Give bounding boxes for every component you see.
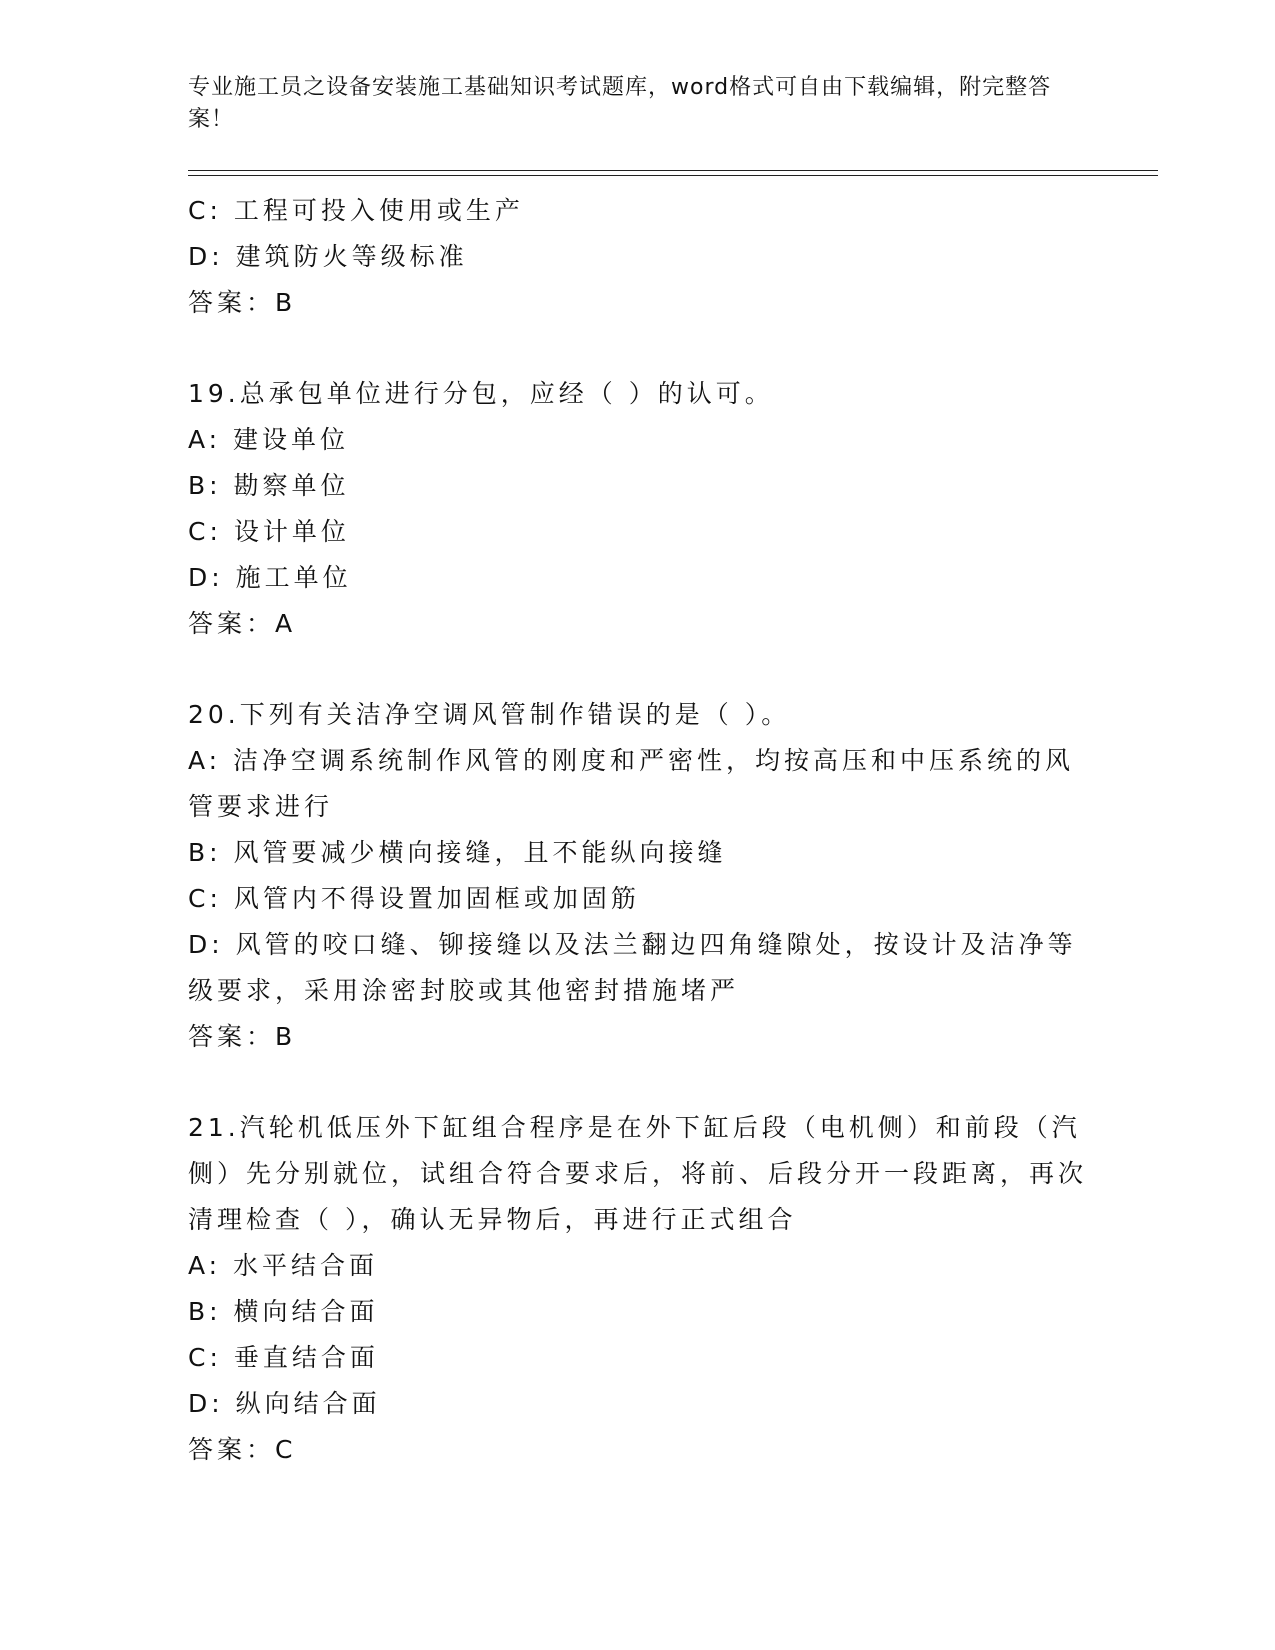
answer: 答案：C — [188, 1435, 297, 1464]
answer: 答案：B — [188, 288, 297, 317]
option-d: D: 风管的咬口缝、铆接缝以及法兰翻边四角缝隙处，按设计及洁净等级要求，采用涂密封胶或其他密封措施堵严 — [188, 930, 1077, 1005]
option-d: D: 纵向结合面 — [188, 1389, 381, 1418]
option-c: C: 设计单位 — [188, 517, 350, 546]
answer: 答案：A — [188, 609, 297, 638]
question-stem: 20.下列有关洁净空调风管制作错误的是（ ）。 — [188, 700, 791, 729]
option-b: B: 勘察单位 — [188, 471, 350, 500]
option-b: B: 风管要减少横向接缝，且不能纵向接缝 — [188, 838, 727, 867]
header-rule-top — [188, 170, 1158, 171]
question-20 — [188, 692, 1088, 1060]
option-d: D: 建筑防火等级标准 — [188, 242, 468, 271]
option-c: C: 垂直结合面 — [188, 1343, 379, 1372]
option-c: C: 风管内不得设置加固框或加固筋 — [188, 884, 640, 913]
option-a: A: 建设单位 — [188, 425, 350, 454]
option-c: C: 工程可投入使用或生产 — [188, 196, 524, 225]
document-header: 专业施工员之设备安装施工基础知识考试题库，word格式可自由下载编辑，附完整答案！ — [188, 75, 1052, 132]
question-stem: 19.总承包单位进行分包，应经（ ）的认可。 — [188, 379, 774, 408]
question-21 — [188, 1105, 1088, 1473]
question-content — [188, 188, 1088, 1473]
answer: 答案：B — [188, 1022, 297, 1051]
header-rule-bottom — [188, 175, 1158, 176]
question-stem: 21.汽轮机低压外下缸组合程序是在外下缸后段（电机侧）和前段（汽侧）先分别就位，试组合符合要求后，将前、后段分开一段距离，再次清理检查（ ），确认无异物后，再进行正式组合 — [188, 1113, 1088, 1234]
previous-question-tail — [188, 188, 1088, 326]
option-b: B: 横向结合面 — [188, 1297, 379, 1326]
option-a: A: 洁净空调系统制作风管的刚度和严密性，均按高压和中压系统的风管要求进行 — [188, 746, 1075, 821]
option-a: A: 水平结合面 — [188, 1251, 379, 1280]
question-19 — [188, 371, 1088, 647]
option-d: D: 施工单位 — [188, 563, 352, 592]
